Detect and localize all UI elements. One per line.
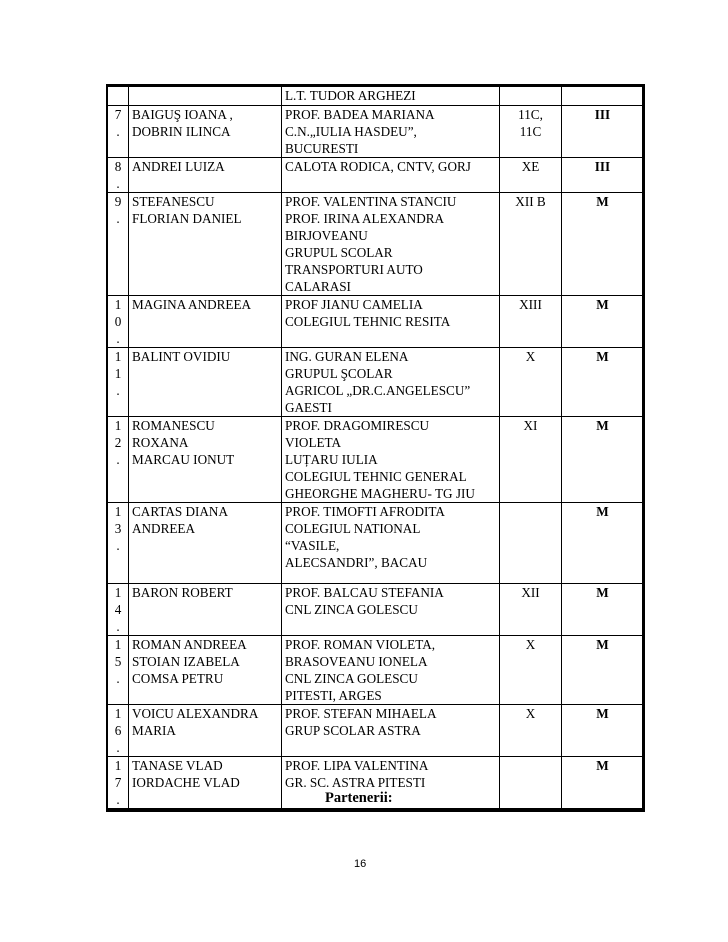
teacher-school: PROF. STEFAN MIHAELA GRUP SCOLAR ASTRA — [282, 705, 500, 757]
student-names: BARON ROBERT — [129, 584, 282, 636]
teacher-school: CALOTA RODICA, CNTV, GORJ — [282, 158, 500, 193]
student-names: CARTAS DIANA ANDREEA — [129, 503, 282, 584]
table-row — [108, 417, 644, 503]
table-row — [108, 503, 644, 584]
class-level — [500, 757, 562, 809]
row-number — [108, 87, 129, 106]
award — [562, 87, 644, 106]
class-level: XII — [500, 584, 562, 636]
table-row — [108, 636, 644, 705]
row-number: 7 . — [108, 106, 129, 158]
class-level: XE — [500, 158, 562, 193]
results-table — [106, 84, 645, 812]
student-names: MAGINA ANDREEA — [129, 296, 282, 348]
class-level — [500, 87, 562, 106]
teacher-school: ING. GURAN ELENA GRUPUL ŞCOLAR AGRICOL „DR.C.ANGELESCU” GAESTI — [282, 348, 500, 417]
row-number: 1 5 . — [108, 636, 129, 705]
award: M — [562, 193, 644, 296]
table-row — [108, 348, 644, 417]
row-number: 9 . — [108, 193, 129, 296]
row-number: 1 3 . — [108, 503, 129, 584]
student-names: STEFANESCU FLORIAN DANIEL — [129, 193, 282, 296]
row-number: 1 1 . — [108, 348, 129, 417]
table-row — [108, 584, 644, 636]
student-names: TANASE VLAD IORDACHE VLAD — [129, 757, 282, 809]
award: M — [562, 636, 644, 705]
class-level: XII B — [500, 193, 562, 296]
table-row — [108, 296, 644, 348]
table-row — [108, 87, 644, 106]
table-row — [108, 193, 644, 296]
section-heading: Partenerii: — [325, 790, 393, 806]
student-names: ANDREI LUIZA — [129, 158, 282, 193]
class-level: XIII — [500, 296, 562, 348]
student-names: ROMAN ANDREEA STOIAN IZABELA COMSA PETRU — [129, 636, 282, 705]
student-names: BAIGUŞ IOANA , DOBRIN ILINCA — [129, 106, 282, 158]
class-level: X — [500, 636, 562, 705]
award: M — [562, 417, 644, 503]
class-level: 11C, 11C — [500, 106, 562, 158]
award: M — [562, 348, 644, 417]
class-level: XI — [500, 417, 562, 503]
class-level: X — [500, 705, 562, 757]
row-number: 1 4 . — [108, 584, 129, 636]
award: M — [562, 584, 644, 636]
teacher-school: PROF. BADEA MARIANA C.N.„IULIA HASDEU”, BUCURESTI — [282, 106, 500, 158]
award: M — [562, 705, 644, 757]
table-row — [108, 106, 644, 158]
table-body — [108, 87, 644, 809]
award: M — [562, 503, 644, 584]
award: III — [562, 106, 644, 158]
student-names: ROMANESCU ROXANA MARCAU IONUT — [129, 417, 282, 503]
class-level — [500, 503, 562, 584]
teacher-school: PROF. LIPA VALENTINA GR. SC. ASTRA PITESTI — [282, 757, 500, 809]
award: M — [562, 296, 644, 348]
teacher-school: PROF JIANU CAMELIA COLEGIUL TEHNIC RESITA — [282, 296, 500, 348]
teacher-school: PROF. ROMAN VIOLETA, BRASOVEANU IONELA CNL ZINCA GOLESCU PITESTI, ARGES — [282, 636, 500, 705]
teacher-school: PROF. DRAGOMIRESCU VIOLETA LUȚARU IULIA COLEGIUL TEHNIC GENERAL GHEORGHE MAGHERU- TG JIU — [282, 417, 500, 503]
teacher-school: PROF. VALENTINA STANCIU PROF. IRINA ALEXANDRA BIRJOVEANU GRUPUL SCOLAR TRANSPORTURI AUTO CALARASI — [282, 193, 500, 296]
page-number: 16 — [354, 858, 367, 870]
teacher-school: PROF. BALCAU STEFANIA CNL ZINCA GOLESCU — [282, 584, 500, 636]
row-number: 1 6 . — [108, 705, 129, 757]
row-number: 1 7 . — [108, 757, 129, 809]
student-names — [129, 87, 282, 106]
student-names: BALINT OVIDIU — [129, 348, 282, 417]
class-level: X — [500, 348, 562, 417]
student-names: VOICU ALEXANDRA MARIA — [129, 705, 282, 757]
award: M — [562, 757, 644, 809]
row-number: 1 0 . — [108, 296, 129, 348]
table-row — [108, 705, 644, 757]
award: III — [562, 158, 644, 193]
table-row — [108, 158, 644, 193]
teacher-school: PROF. TIMOFTI AFRODITA COLEGIUL NATIONAL “VASILE, ALECSANDRI”, BACAU — [282, 503, 500, 584]
row-number: 8 . — [108, 158, 129, 193]
row-number: 1 2 . — [108, 417, 129, 503]
teacher-school: L.T. TUDOR ARGHEZI — [282, 87, 500, 106]
